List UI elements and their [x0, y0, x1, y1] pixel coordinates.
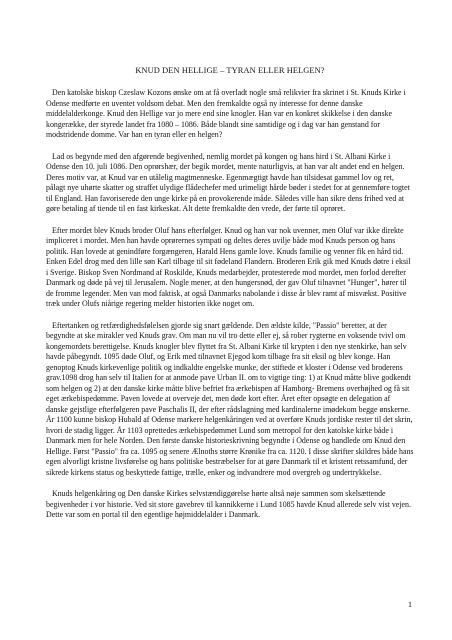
paragraph-5: Knuds helgenkåring og Den danske Kirkes selvstændiggørelse hørte altså nøje sammen som skelsættende begivenheder i vor historie. Ved sit store gavebrev til kannikkerne i Lund 1085 havde Knud allerede selv vist vejen. Dette var som en portal til den egentlige højmiddelalder i Danmark.	[46, 489, 411, 519]
paragraph-3: Efter mordet blev Knuds broder Oluf hans efterfølger. Knud og han var nok uvenner, men Oluf var ikke direkte impliceret i mordet. Men han havde oprørernes sympati og deltes deres uvilje både mod Knuds person og hans politik. Han lovede at genindføre forgængeren, Harald Hens gamle love. Knuds familie og venner fik en hård tid. Enken Edel drog med den lille søn Karl tilbage til sit fødeland Flandern. Broderen Erik gik med Knuds døtre i eksil i Sverige. Biskop Sven Nordmand af Roskilde, Knuds medarbejder, protesterede mod mordet, men forlod derefter Danmark og døde på vej til Jerusalem. Nogle mener, at den hungersnød, der gav Oluf tilnavnet "Hunger", hører til de fromme legender. Men van mod faktisk, at også Danmarks nabolande i disse år blev ramt af misvækst. Positive træk under Olufs niårige regering melder historien ikke noget om.	[46, 225, 411, 308]
paragraph-2: Lad os begynde med den afgørende begivenhed, nemlig mordet på kongen og hans hird i St. Albani Kirke i Odense den 10. juli 1086. Den oprørshær, der begik mordet, mente naturligvis, at han var alt andet end en helgen. Deres motiv var, at Knud var en utålelig magtmenneske. Egenmægtigt havde han tilsidesat gammel lov og ret, pålagt nye uhørte skatter og straffet ulydige flådechefer med urimeligt hårde bøder i stedet for at gennemføre togtet til England. Han favoriserede den unge kirke på en provokerende måde. Således ville han sikre dens frihed ved at gøre betaling af tiende til en fast kirkeskat. Alt dette fremkaldte den vrede, der førte til oprøret.	[46, 151, 410, 213]
paragraph-1: Den katolske biskop Czeslaw Kozons ønske om at få overladt nogle små relikvier fra skrinet i St. Knuds Kirke i Odense medførte en uventet voldsom debat. Men den fremkaldte også ny interesse for denne danske middelalderkonge. Knud den Hellige var jo mere end sine knogler. Han var en konkret skikkelse i den danske kongerække, der styrede landet fra 1080 – 1086. Både blandt sine samtidige og i dag var han genstand for modstridende domme. Var han en tyran eller en helgen?	[46, 88, 406, 139]
paragraph-4: Eftertanken og retfærdighedsfølelsen gjorde sig snart gældende. Den ældste kilde, "Passio" beretter, at der begyndte at ske mirakler ved Knuds grav. Om man nu vil tro dette eller ej, så rober rygterne en voksende tvivl om kongemordets berettigelse. Knuds knogler blev flyttet fra St. Albani Kirke til krypten i den nye stenkirke, han selv havde påbegyndt. 1095 døde Oluf, og Erik med tilnavnet Ejegod kom tilbage fra sit eksil og blev konge. Han genoptog Knuds kirkevenlige politik og indkaldte engelske munke, der stiftede et kloster i Odense ved broderens grav.1098 drog han selv til Italien for at anmode pave Urban II. om to vigtige ting: 1) at Knud måtte blive godkendt som helgen og 2) at den danske kirke måtte blive befriet fra ærkebispen af Hamborg- Bremens overhøjhed og få sit eget ærkebispedømme. Paven lovede at overveje det, men døde kort efter. Året efter opsøgte en delegation af danske gejstlige efterfølgeren pave Paschalis II, der efter rådslagning med kardinalerne imødekom begge ønskerne. År 1100 kunne biskop Hubald af Odense markere helgenkåringen ved at overføre Knuds jordiske rester til det skrin, hvori de stadig ligger. År 1103 oprettedes ærkebispedømmet Lund som metropol for den katolske kirke både i Danmark men for hele Norden. Den første danske historieskrivning begyndte i Odense og handlede om Knud den Hellige. Først "Passio" fra ca. 1095 og senere Ælnoths større Krønike fra ca. 1120. I disse skrifter skildres både hans egen alvorligt kristne livsførelse og hans politiske bestræbelser for at gøre Danmark til et kristent retssamfund, der sikrede kirkens status og beskyttede fattige, trælle, enker og indvandrere mod overgreb og undertrykkelse.	[46, 320, 414, 477]
page-number: 1	[408, 600, 412, 609]
document-title: KNUD DEN HELLIGE – TYRAN ELLER HELGEN?	[135, 66, 325, 75]
